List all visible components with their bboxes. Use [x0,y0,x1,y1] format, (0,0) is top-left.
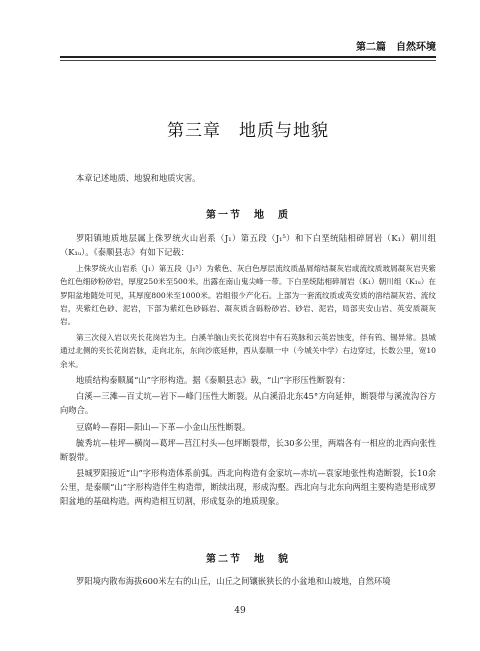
quoted-paragraph: 第三次侵入岩以夹长花岗岩为主。白溪羊脑山夹长花岗岩中有石英脉和云英岩蚀变，伴有钨、锡异常。县城通过北侧的夹长花岗岩脉，走向北东，东向沙底延伸，西从泰顺一中（今城关中学）右边穿过，长数公里，宽10余米。 [60,333,436,369]
paragraph: 豆腐岭—春阳—阳山—下革—小金山压性断裂。 [76,421,251,432]
section-body-geology [60,232,436,511]
running-header: 第二篇 自然环境 [356,42,436,53]
paragraph: 地质结构泰顺属“山”字形构造。据《泰顺县志》载，“山”字形压性断裂有： [76,374,351,385]
paragraph: 县城罗阳接近“山”字形构造体系前弧。西北向构造有金家坑—赤坑—袁家地张性构造断裂，长10余公里，是泰顺“山”字形构造伴生构造带，断续出现，形成沟壑。西北向与北东向两组主要构造是形成罗阳盆地的基础构造。两构造相互切割，形成复杂的地质现象。 [60,468,436,506]
chapter-title: 第三章 地质与地貌 [167,121,329,141]
paragraph: 白溪—三滩—百丈坑—岩下—峰门压性大断裂。从白溪沿北东45°方向延伸，断裂带与溪流沟谷方向吻合。 [60,391,436,415]
page-number: 49 [234,606,246,616]
paragraph: 毓秀坑—桂坪—横岗—葛坪—莒江村头—包坪断裂带，长30多公里，两端各有一相应的北西向张性断裂带。 [60,438,436,462]
quoted-paragraph: 上侏罗统火山岩系（J₁）第五段（J₁⁵）为紫色、灰白色厚层流纹质晶屑熔结凝灰岩或流纹质玻屑凝灰岩夹紫色红色细砂粉砂岩，厚度250米至500米。出露在南山鬼尖峰一带。下白垩统陆相碎屑岩（K₁）朝川组（K₁ᵤ）在罗阳盆地随处可见，其厚度800米至1000米。岩组很少产化石。上部为一套流纹质或英安质的溶结凝灰岩、流纹岩，夹紫红色砂、泥岩，下部为紫红色砂砾岩、凝灰质含砾粉砂岩、砂岩、泥岩，局部夹安山岩、英安质凝灰岩。 [60,264,436,326]
paragraph: 罗阳境内散布海拔600米左右的山丘，山丘之间镶嵌狭长的小盆地和山坡地，自然环境 [76,576,391,586]
chapter-intro: 本章记述地质、地貌和地质灾害。 [76,173,201,183]
section-body-landform [60,575,436,589]
section-title-geology: 第一节 地 质 [206,210,290,221]
paragraph: 罗阳镇地质地层属上侏罗统火山岩系（J₁）第五段（J₁⁵）和下白垩统陆相碎屑岩（K₁）朝川组（K₁ᵤ）。《泰顺县志》有如下记载： [60,233,436,257]
header-rule-thin [60,60,436,61]
header-rule-thick [60,56,436,58]
section-title-landform: 第二节 地 貌 [206,554,290,565]
